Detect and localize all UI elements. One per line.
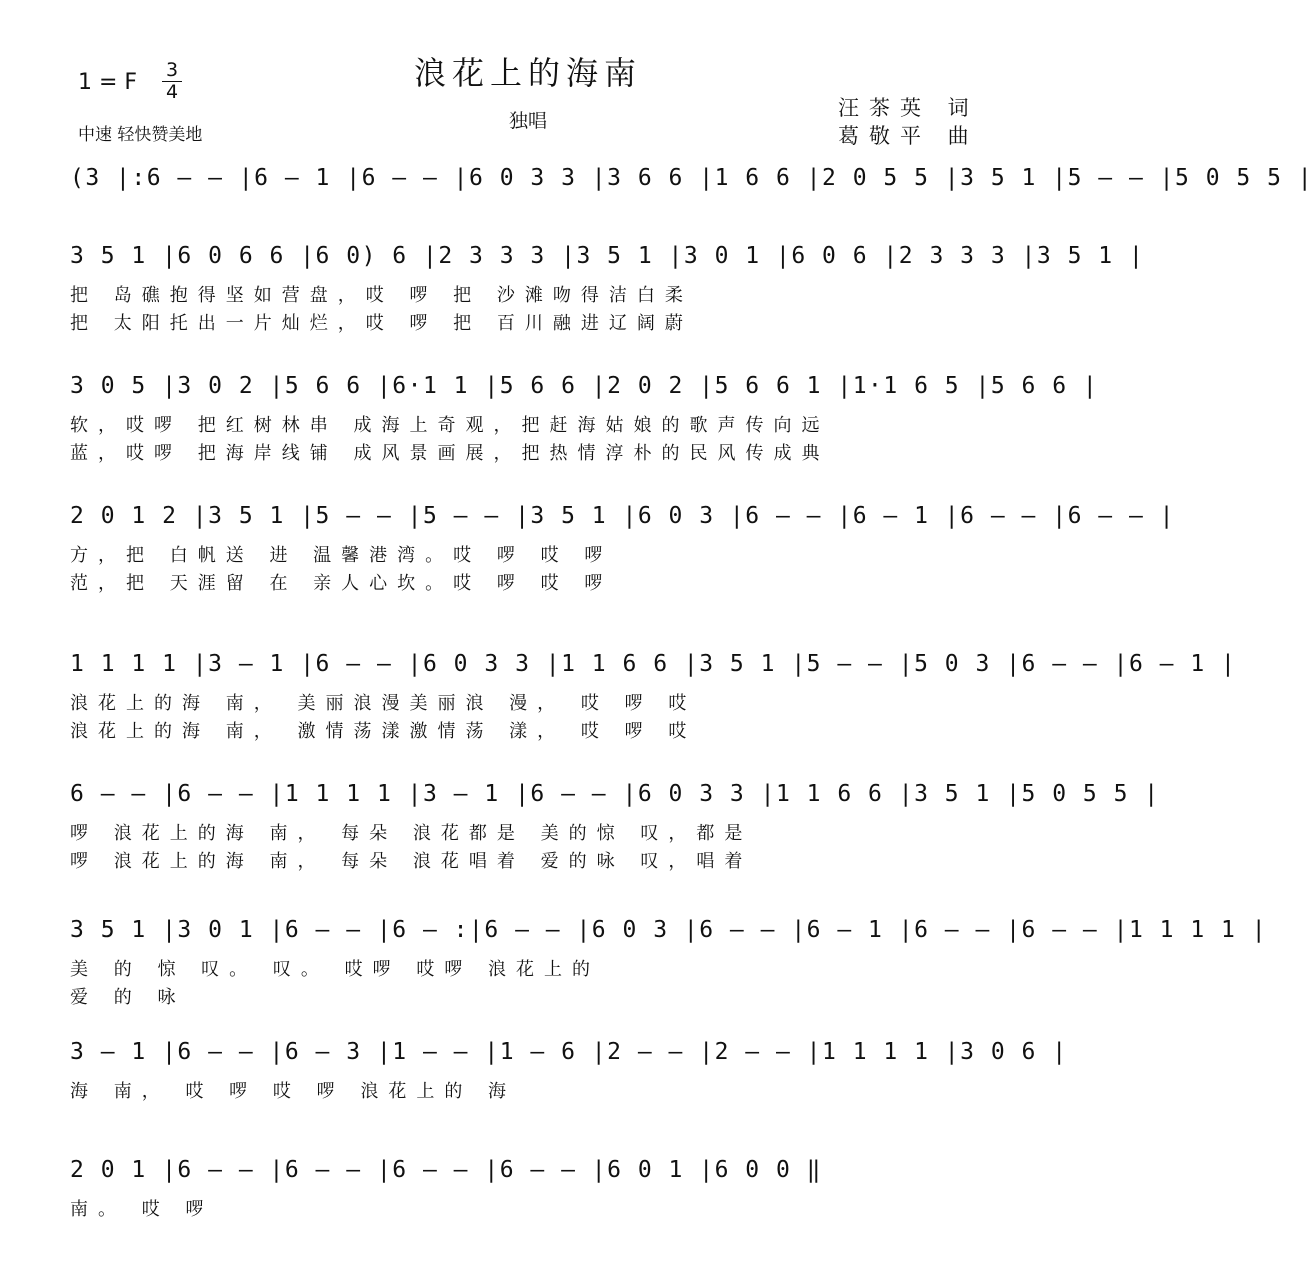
notation-text: 2 0 1 2 |3 5 1 |5 — — |5 — — |3 5 1 |6 0 3 |6 — — |6 — 1 |6 — — |6 — — | xyxy=(70,503,1175,529)
time-signature xyxy=(162,60,182,103)
lyric-line-2-verse-1: 把 岛礁抱得坚如营盘，哎 啰 把 沙滩吻得洁白柔 xyxy=(70,285,693,306)
notation-text: 3 5 1 |3 0 1 |6 — — |6 — :|6 — — |6 0 3 |6 — — |6 — 1 |6 — — |6 — — |1 1 1 1 | xyxy=(70,917,1268,943)
notation-line-5 xyxy=(70,646,1237,682)
lyric-line-4-verse-2: 范，把 天涯留 在 亲人心坎。哎 啰 哎 啰 xyxy=(70,573,613,594)
tempo-marking: 中速 轻快赞美地 xyxy=(78,125,203,145)
performance-type: 独唱 xyxy=(508,110,547,132)
notation-text: 2 0 1 |6 — — |6 — — |6 — — |6 — — |6 0 1 |6 0 0 ‖ xyxy=(70,1157,823,1183)
lyric-line-7-verse-1: 美 的 惊 叹。 叹。 哎啰 哎啰 浪花上的 xyxy=(70,959,601,980)
notation-text: 6 — — |6 — — |1 1 1 1 |3 — 1 |6 — — |6 0 3 3 |1 1 6 6 |3 5 1 |5 0 5 5 | xyxy=(70,781,1160,807)
notation-text: 3 0 5 |3 0 2 |5 6 6 |6·1 1 |5 6 6 |2 0 2 |5 6 6 1 |1·1 6 5 |5 6 6 | xyxy=(70,373,1099,399)
lyric-line-5-verse-1: 浪花上的海 南， 美丽浪漫美丽浪 漫， 哎 啰 哎 xyxy=(70,693,697,714)
notation-text: (3 |:6 — — |6 — 1 |6 — — |6 0 3 3 |3 6 6 |1 6 6 |2 0 5 5 |3 5 1 |5 — — |5 0 5 5 | xyxy=(70,165,1313,191)
song-title: 浪花上的海南 xyxy=(413,54,642,92)
notation-line-2 xyxy=(70,238,1145,274)
notation-text: 3 5 1 |6 0 6 6 |6 0) 6 |2 3 3 3 |3 5 1 |3 0 1 |6 0 6 |2 3 3 3 |3 5 1 | xyxy=(70,243,1145,269)
lyric-line-2-verse-2: 把 太阳托出一片灿烂，哎 啰 把 百川融进辽阔蔚 xyxy=(70,313,693,334)
key-signature: 1 = F xyxy=(78,70,138,95)
notation-line-4 xyxy=(70,498,1175,534)
meter-bottom: 4 xyxy=(165,81,179,103)
lyric-line-6-verse-2: 啰 浪花上的海 南， 每朵 浪花唱着 爱的咏 叹，唱着 xyxy=(70,851,753,872)
meter-top: 3 xyxy=(162,60,182,82)
lyric-line-8-verse-1: 海 南， 哎 啰 哎 啰 浪花上的 海 xyxy=(70,1081,517,1102)
notation-line-9 xyxy=(70,1152,986,1188)
lyric-line-3-verse-1: 软，哎啰 把红树林串 成海上奇观，把赶海姑娘的歌声传向远 xyxy=(70,415,830,436)
lyric-line-4-verse-1: 方，把 白帆送 进 温馨港湾。哎 啰 哎 啰 xyxy=(70,545,613,566)
lyric-line-9-verse-1: 南。 哎 啰 xyxy=(70,1199,214,1220)
composer-credit: 葛敬平 曲 xyxy=(838,124,979,148)
lyric-line-3-verse-2: 蓝，哎啰 把海岸线铺 成风景画展，把热情淳朴的民风传成典 xyxy=(70,443,830,464)
notation-text: 1 1 1 1 |3 — 1 |6 — — |6 0 3 3 |1 1 6 6 |3 5 1 |5 — — |5 0 3 |6 — — |6 — 1 | xyxy=(70,651,1237,677)
lyric-line-7-verse-2: 爱 的 咏 xyxy=(70,987,186,1008)
lyric-line-5-verse-2: 浪花上的海 南， 激情荡漾激情荡 漾， 哎 啰 哎 xyxy=(70,721,697,742)
notation-line-8 xyxy=(70,1034,1068,1070)
lyric-line-6-verse-1: 啰 浪花上的海 南， 每朵 浪花都是 美的惊 叹，都是 xyxy=(70,823,753,844)
notation-line-7 xyxy=(70,912,1268,948)
lyricist-credit: 汪茶英 词 xyxy=(838,96,979,120)
notation-text: 3 — 1 |6 — — |6 — 3 |1 — — |1 — 6 |2 — — |2 — — |1 1 1 1 |3 0 6 | xyxy=(70,1039,1068,1065)
notation-line-3 xyxy=(70,368,1099,404)
notation-line-1 xyxy=(70,160,1313,196)
notation-line-6 xyxy=(70,776,1160,812)
